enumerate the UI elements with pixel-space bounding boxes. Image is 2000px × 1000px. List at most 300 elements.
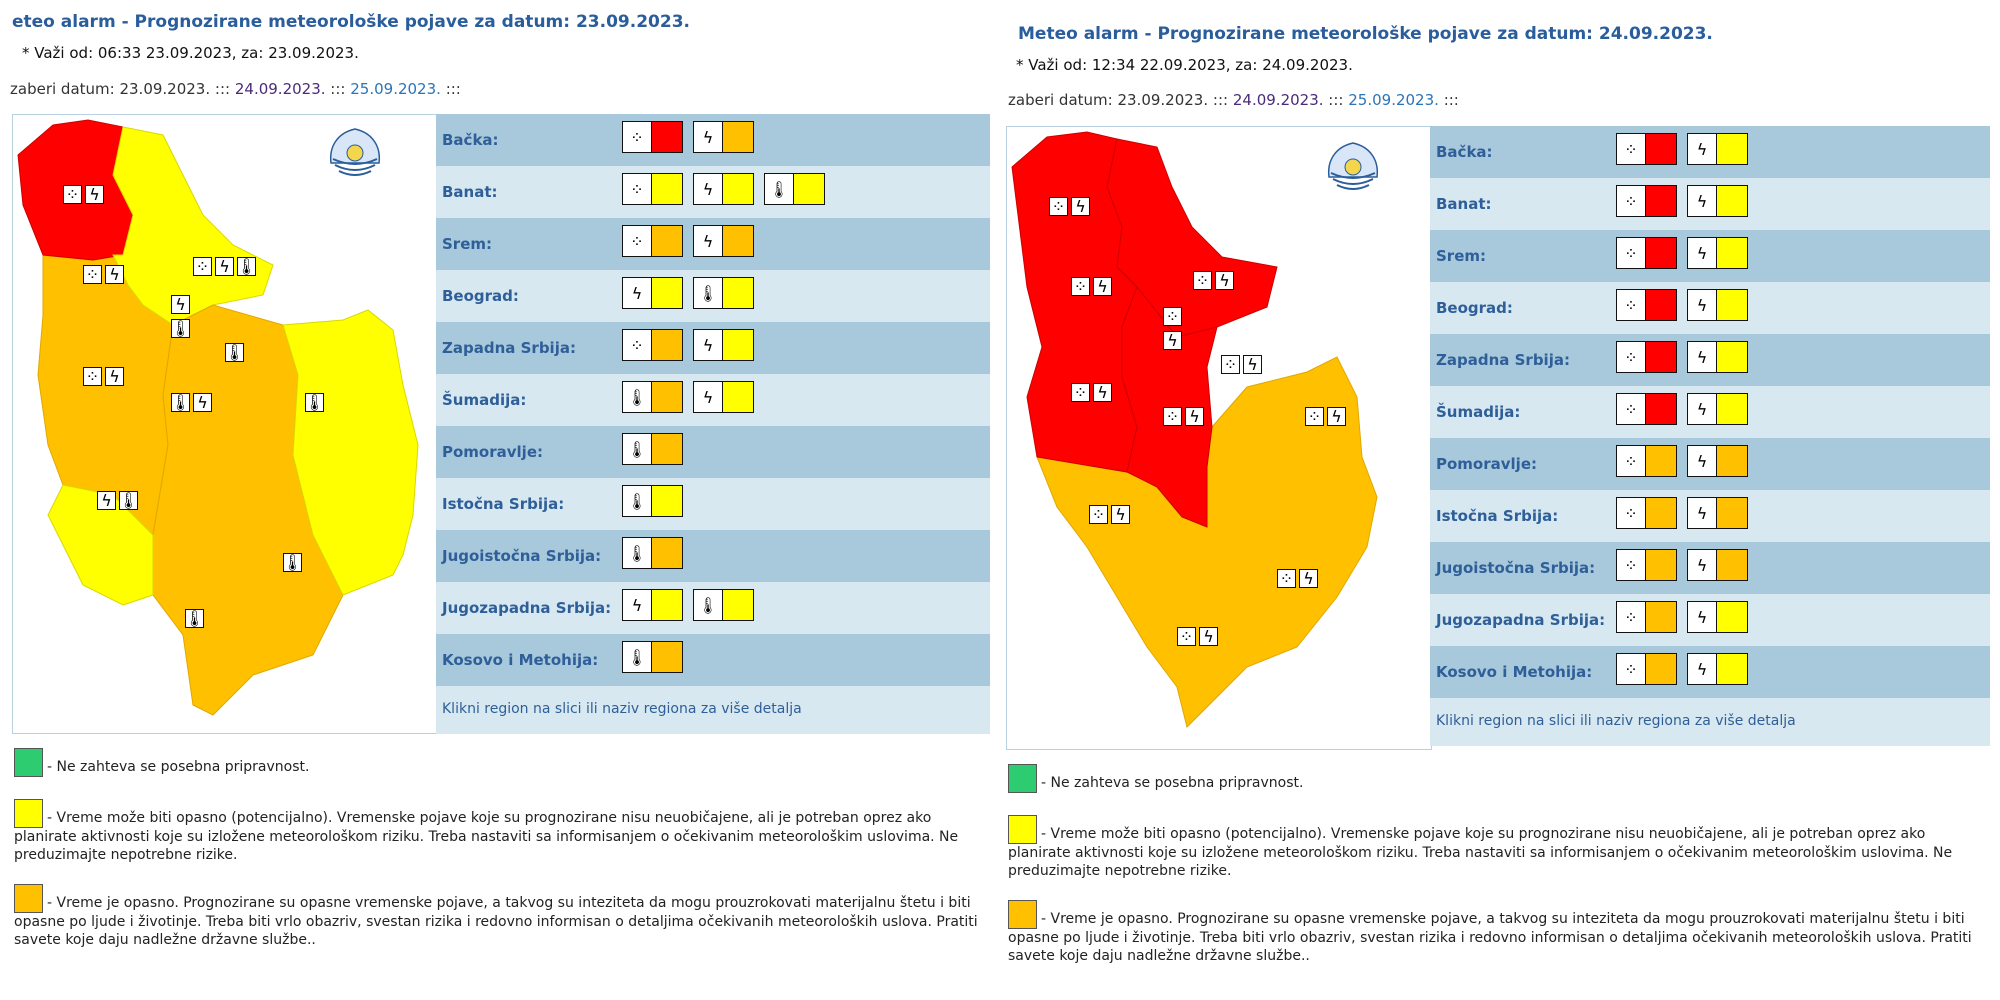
region-row[interactable] — [436, 582, 990, 634]
date-link-24[interactable]: 24.09.2023. — [1232, 91, 1324, 109]
map-region-banat[interactable] — [113, 127, 273, 325]
legend — [1008, 764, 1988, 985]
warning-badge — [1616, 133, 1677, 165]
thunder-icon: ϟ — [1688, 498, 1717, 528]
warning-level-swatch — [652, 590, 682, 620]
map-icon-group — [283, 553, 305, 572]
region-table — [1430, 126, 1990, 746]
rain-icon: ⁘ — [1221, 355, 1240, 374]
thunder-icon: ϟ — [1199, 627, 1218, 646]
rain-icon: ⁘ — [1617, 238, 1646, 268]
warning-level-swatch — [1717, 134, 1747, 164]
map-icon-group — [1049, 197, 1093, 216]
warning-badge — [1687, 289, 1748, 321]
warning-badge — [1616, 497, 1677, 529]
warning-badge — [1616, 341, 1677, 373]
region-row[interactable] — [436, 426, 990, 478]
rain-icon: ⁘ — [1277, 569, 1296, 588]
region-row[interactable] — [1430, 126, 1990, 178]
thunder-icon: ϟ — [623, 278, 652, 308]
warning-badges — [622, 277, 764, 309]
rain-icon: ⁘ — [1089, 505, 1108, 524]
rain-icon: ⁘ — [63, 185, 82, 204]
date-link-23[interactable]: 23.09.2023. — [119, 80, 211, 98]
rain-icon: ⁘ — [1305, 407, 1324, 426]
heat-icon: 🌡 — [224, 343, 245, 362]
map-icon-group — [171, 393, 215, 412]
warning-badge — [1616, 185, 1677, 217]
warning-level-swatch — [723, 330, 753, 360]
rain-icon: ⁘ — [83, 265, 102, 284]
thunder-icon: ϟ — [1688, 342, 1717, 372]
warning-badges — [622, 589, 764, 621]
thunder-icon: ϟ — [1071, 197, 1090, 216]
warning-level-swatch — [1646, 498, 1676, 528]
thunder-icon: ϟ — [1163, 331, 1182, 350]
heat-icon: 🌡 — [236, 257, 257, 276]
heat-icon: 🌡 — [282, 553, 303, 572]
date-link-25[interactable]: 25.09.2023. — [350, 80, 441, 98]
heat-icon: 🌡 — [184, 609, 205, 628]
warning-badge — [1687, 653, 1748, 685]
warning-level-swatch — [652, 486, 682, 516]
warning-badge — [693, 589, 754, 621]
region-name-link[interactable]: Istočna Srbija: — [1436, 507, 1559, 525]
region-name-link[interactable]: Bačka: — [442, 131, 499, 149]
heat-icon: 🌡 — [118, 491, 139, 510]
rain-icon: ⁘ — [623, 330, 652, 360]
warning-level-swatch — [1717, 602, 1747, 632]
rain-icon: ⁘ — [1617, 498, 1646, 528]
region-map — [1006, 126, 1432, 750]
warning-badge — [622, 381, 683, 413]
warning-badge — [1687, 445, 1748, 477]
thunder-icon: ϟ — [694, 226, 723, 256]
warning-level-swatch — [723, 590, 753, 620]
warning-level-swatch — [1646, 342, 1676, 372]
map-icon-group — [1193, 271, 1237, 290]
warning-badge — [622, 173, 683, 205]
rain-icon: ⁘ — [623, 174, 652, 204]
map-icon-group — [1221, 355, 1265, 374]
map-icon-group — [1163, 407, 1207, 426]
warning-level-swatch — [1717, 394, 1747, 424]
heat-icon: 🌡 — [623, 538, 652, 568]
legend-item — [14, 748, 994, 777]
warning-badges — [622, 485, 693, 517]
region-row[interactable] — [1430, 594, 1990, 646]
footnote-row — [436, 686, 990, 734]
warning-badge — [1616, 237, 1677, 269]
rain-icon: ⁘ — [1617, 186, 1646, 216]
legend-text: - Ne zahteva se posebna pripravnost. — [1041, 775, 1304, 791]
map-icon-group — [185, 609, 207, 628]
region-name-link[interactable]: Kosovo i Metohija: — [442, 651, 599, 669]
thunder-icon: ϟ — [694, 382, 723, 412]
warning-level-swatch — [1717, 290, 1747, 320]
region-row[interactable] — [436, 270, 990, 322]
map-icon-group — [1305, 407, 1349, 426]
thunder-icon: ϟ — [97, 491, 116, 510]
warning-level-swatch — [1646, 654, 1676, 684]
map-icon-group — [97, 491, 141, 510]
warning-badge — [622, 433, 683, 465]
warning-level-swatch — [1646, 550, 1676, 580]
map-icon-group — [83, 265, 127, 284]
date-selector — [10, 80, 461, 98]
thunder-icon: ϟ — [1243, 355, 1262, 374]
thunder-icon: ϟ — [1688, 446, 1717, 476]
warning-badge — [622, 537, 683, 569]
warning-badges — [1616, 133, 1758, 165]
legend-swatch — [1008, 900, 1037, 929]
warning-badge — [1687, 549, 1748, 581]
region-name-link[interactable]: Šumadija: — [442, 391, 527, 409]
legend-text: - Vreme može biti opasno (potencijalno). Vremenske pojave koje su prognozirane nisu neuobičajene, ali je potreban oprez ako planirate aktivnosti koje su izložene meteorološkom riziku. Treba nastaviti sa informisanjem o očekivanim meteorološkim uslovima. Ne preduzimajte nepotrebne rizike. — [1008, 826, 1953, 879]
warning-level-swatch — [723, 122, 753, 152]
region-row[interactable] — [1430, 230, 1990, 282]
legend-item — [1008, 764, 1988, 793]
region-name-link[interactable]: Bačka: — [1436, 143, 1493, 161]
region-name-link[interactable]: Jugozapadna Srbija: — [1436, 611, 1606, 629]
rain-icon: ⁘ — [623, 122, 652, 152]
warning-level-swatch — [652, 382, 682, 412]
warning-badge — [622, 277, 683, 309]
warning-badge — [1616, 445, 1677, 477]
warning-badge — [622, 641, 683, 673]
legend-swatch — [14, 748, 43, 777]
warning-level-swatch — [652, 642, 682, 672]
thunder-icon: ϟ — [694, 330, 723, 360]
date-separator: ::: — [445, 80, 461, 98]
legend-swatch — [1008, 764, 1037, 793]
warning-level-swatch — [1646, 186, 1676, 216]
warning-badge — [1687, 237, 1748, 269]
map-icon-group — [225, 343, 247, 362]
warning-badges — [1616, 289, 1758, 321]
warning-level-swatch — [1646, 238, 1676, 268]
thunder-icon: ϟ — [1093, 383, 1112, 402]
warning-badges — [1616, 445, 1758, 477]
date-link-24[interactable]: 24.09.2023. — [234, 80, 326, 98]
map-icon-group — [1177, 627, 1221, 646]
thunder-icon: ϟ — [1093, 277, 1112, 296]
thunder-icon: ϟ — [1688, 654, 1717, 684]
warning-badges — [1616, 185, 1758, 217]
thunder-icon: ϟ — [1688, 186, 1717, 216]
region-row[interactable] — [436, 114, 990, 166]
map-icon-group — [1163, 307, 1185, 326]
warning-badge — [1687, 185, 1748, 217]
region-name-link[interactable]: Zapadna Srbija: — [442, 339, 576, 357]
thunder-icon: ϟ — [1111, 505, 1130, 524]
thunder-icon: ϟ — [193, 393, 212, 412]
date-separator: ::: — [1443, 91, 1459, 109]
warning-badge — [1687, 601, 1748, 633]
map-icon-group — [63, 185, 107, 204]
date-link-25[interactable]: 25.09.2023. — [1348, 91, 1439, 109]
warning-level-swatch — [1646, 446, 1676, 476]
warning-badge — [693, 329, 754, 361]
rain-icon: ⁘ — [1163, 307, 1182, 326]
warning-badges — [1616, 601, 1758, 633]
thunder-icon: ϟ — [1215, 271, 1234, 290]
warning-level-swatch — [1717, 498, 1747, 528]
map-icon-group — [1163, 331, 1185, 350]
warning-level-swatch — [1646, 290, 1676, 320]
warning-badge — [1616, 653, 1677, 685]
heat-icon: 🌡 — [623, 382, 652, 412]
region-name-link[interactable]: Jugozapadna Srbija: — [442, 599, 612, 617]
map-icon-group — [305, 393, 327, 412]
region-row[interactable] — [1430, 386, 1990, 438]
heat-icon: 🌡 — [694, 278, 723, 308]
region-row[interactable] — [1430, 646, 1990, 698]
region-row[interactable] — [1430, 178, 1990, 230]
legend — [14, 748, 994, 969]
rain-icon: ⁘ — [1049, 197, 1068, 216]
legend-swatch — [14, 799, 43, 828]
date-link-23[interactable]: 23.09.2023. — [1117, 91, 1209, 109]
region-row[interactable] — [1430, 438, 1990, 490]
warning-badge — [622, 225, 683, 257]
region-name-link[interactable]: Srem: — [442, 235, 493, 253]
heat-icon: 🌡 — [623, 642, 652, 672]
region-row[interactable] — [1430, 542, 1990, 594]
thunder-icon: ϟ — [623, 590, 652, 620]
region-name-link[interactable]: Banat: — [442, 183, 498, 201]
region-name-link[interactable]: Istočna Srbija: — [442, 495, 565, 513]
region-row[interactable] — [1430, 282, 1990, 334]
thunder-icon: ϟ — [694, 174, 723, 204]
warning-level-swatch — [1646, 134, 1676, 164]
map-icon-group — [1089, 505, 1133, 524]
legend-text: - Vreme može biti opasno (potencijalno). Vremenske pojave koje su prognozirane nisu neuobičajene, ali je potreban oprez ako planirate aktivnosti koje su izložene meteorološkom riziku. Treba nastaviti sa informisanjem o očekivanim meteorološkim uslovima. Ne preduzimajte nepotrebne rizike. — [14, 810, 959, 863]
warning-level-swatch — [1717, 186, 1747, 216]
warning-badge — [764, 173, 825, 205]
thunder-icon: ϟ — [694, 122, 723, 152]
thunder-icon: ϟ — [1688, 238, 1717, 268]
map-icon-group — [171, 295, 193, 314]
region-row[interactable] — [436, 166, 990, 218]
map-icon-group — [1071, 277, 1115, 296]
rain-icon: ⁘ — [1163, 407, 1182, 426]
warning-badges — [1616, 237, 1758, 269]
rain-icon: ⁘ — [1617, 550, 1646, 580]
region-map — [12, 114, 438, 734]
rain-icon: ⁘ — [193, 257, 212, 276]
rain-icon: ⁘ — [1177, 627, 1196, 646]
warning-badge — [622, 589, 683, 621]
rain-icon: ⁘ — [1071, 277, 1090, 296]
warning-level-swatch — [1646, 602, 1676, 632]
warning-badge — [1687, 133, 1748, 165]
heat-icon: 🌡 — [170, 393, 191, 412]
legend-text: - Vreme je opasno. Prognozirane su opasne vremenske pojave, a takvog su inteziteta da mogu prouzrokovati materijalnu štetu i biti opasne po ljude i životinje. Treba biti vrlo obazriv, svestan rizika i redovno informisan o detaljima očekivanih meteoroloških uslova. Pratiti savete koje daju nadležne državne službe.. — [1008, 911, 1972, 964]
legend-swatch — [14, 884, 43, 913]
heat-icon: 🌡 — [170, 319, 191, 338]
thunder-icon: ϟ — [1688, 394, 1717, 424]
warning-badges — [622, 173, 835, 205]
thunder-icon: ϟ — [105, 367, 124, 386]
thunder-icon: ϟ — [215, 257, 234, 276]
map-icon-group — [193, 257, 259, 276]
warning-badge — [693, 173, 754, 205]
region-row[interactable] — [436, 530, 990, 582]
warning-badge — [1687, 393, 1748, 425]
date-separator: ::: — [214, 80, 231, 98]
rain-icon: ⁘ — [1617, 134, 1646, 164]
region-row[interactable] — [436, 634, 990, 686]
warning-badge — [622, 121, 683, 153]
rain-icon: ⁘ — [1071, 383, 1090, 402]
warning-badges — [1616, 653, 1758, 685]
warning-badge — [622, 485, 683, 517]
region-row[interactable] — [1430, 490, 1990, 542]
warning-badges — [622, 121, 764, 153]
warning-badge — [1616, 289, 1677, 321]
rain-icon: ⁘ — [1193, 271, 1212, 290]
region-name-link[interactable]: Pomoravlje: — [442, 443, 543, 461]
region-row[interactable] — [436, 374, 990, 426]
footnote-row — [1430, 698, 1990, 746]
warning-level-swatch — [723, 382, 753, 412]
region-name-link[interactable]: Zapadna Srbija: — [1436, 351, 1570, 369]
region-name-link[interactable]: Beograd: — [1436, 299, 1513, 317]
forecast-panel-right — [1000, 0, 2000, 1000]
warning-level-swatch — [652, 538, 682, 568]
legend-text: - Ne zahteva se posebna pripravnost. — [47, 759, 310, 775]
warning-badge — [1687, 341, 1748, 373]
warning-badges — [622, 537, 693, 569]
warning-level-swatch — [652, 434, 682, 464]
date-selector-label: zaberi datum: — [10, 80, 115, 98]
region-name-link[interactable]: Jugoistočna Srbija: — [1436, 559, 1596, 577]
region-name-link[interactable]: Šumadija: — [1436, 403, 1521, 421]
thunder-icon: ϟ — [1299, 569, 1318, 588]
page-title: Meteo alarm - Prognozirane meteorološke pojave za datum: 24.09.2023. — [1018, 24, 1713, 44]
warning-badges — [622, 433, 693, 465]
warning-badge — [693, 277, 754, 309]
warning-badge — [1616, 549, 1677, 581]
warning-level-swatch — [652, 174, 682, 204]
warning-badges — [622, 225, 764, 257]
heat-icon: 🌡 — [694, 590, 723, 620]
warning-badges — [622, 641, 693, 673]
thunder-icon: ϟ — [85, 185, 104, 204]
thunder-icon: ϟ — [105, 265, 124, 284]
warning-badges — [622, 381, 764, 413]
warning-level-swatch — [652, 226, 682, 256]
map-hint-link[interactable]: Klikni region na slici ili naziv regiona za više detalja — [442, 701, 802, 717]
thunder-icon: ϟ — [171, 295, 190, 314]
thunder-icon: ϟ — [1688, 550, 1717, 580]
warning-level-swatch — [1717, 446, 1747, 476]
map-hint-link[interactable]: Klikni region na slici ili naziv regiona za više detalja — [1436, 713, 1796, 729]
validity-text: * Važi od: 12:34 22.09.2023, za: 24.09.2023. — [1016, 56, 1353, 74]
warning-badges — [1616, 341, 1758, 373]
legend-item — [14, 884, 994, 949]
thunder-icon: ϟ — [1185, 407, 1204, 426]
region-row[interactable] — [1430, 334, 1990, 386]
heat-icon: 🌡 — [765, 174, 794, 204]
region-name-link[interactable]: Beograd: — [442, 287, 519, 305]
rain-icon: ⁘ — [1617, 394, 1646, 424]
warning-badges — [622, 329, 764, 361]
region-name-link[interactable]: Banat: — [1436, 195, 1492, 213]
warning-level-swatch — [723, 174, 753, 204]
rain-icon: ⁘ — [1617, 290, 1646, 320]
page-title: eteo alarm - Prognozirane meteorološke pojave za datum: 23.09.2023. — [12, 12, 690, 32]
region-name-link[interactable]: Srem: — [1436, 247, 1487, 265]
warning-badges — [1616, 497, 1758, 529]
rain-icon: ⁘ — [1617, 654, 1646, 684]
warning-badge — [693, 121, 754, 153]
rain-icon: ⁘ — [1617, 602, 1646, 632]
warning-level-swatch — [1717, 654, 1747, 684]
date-selector — [1008, 91, 1459, 109]
warning-level-swatch — [1646, 394, 1676, 424]
thunder-icon: ϟ — [1688, 290, 1717, 320]
warning-badge — [1616, 393, 1677, 425]
warning-level-swatch — [652, 122, 682, 152]
rain-icon: ⁘ — [83, 367, 102, 386]
rain-icon: ⁘ — [1617, 342, 1646, 372]
thunder-icon: ϟ — [1688, 602, 1717, 632]
warning-level-swatch — [1717, 342, 1747, 372]
legend-text: - Vreme je opasno. Prognozirane su opasne vremenske pojave, a takvog su inteziteta da mogu prouzrokovati materijalnu štetu i biti opasne po ljude i životinje. Treba biti vrlo obazriv, svestan rizika i redovno informisan o detaljima očekivanih meteoroloških uslova. Pratiti savete koje daju nadležne državne službe.. — [14, 895, 978, 948]
warning-level-swatch — [723, 278, 753, 308]
warning-badge — [1687, 497, 1748, 529]
date-selector-label: zaberi datum: — [1008, 91, 1113, 109]
warning-badges — [1616, 393, 1758, 425]
region-table — [436, 114, 990, 734]
legend-item — [1008, 900, 1988, 965]
date-separator: ::: — [1328, 91, 1344, 109]
rain-icon: ⁘ — [1617, 446, 1646, 476]
region-row[interactable] — [436, 218, 990, 270]
region-row[interactable] — [436, 478, 990, 530]
thunder-icon: ϟ — [1327, 407, 1346, 426]
date-separator: ::: — [1212, 91, 1229, 109]
map-icon-group — [171, 319, 193, 338]
region-name-link[interactable]: Kosovo i Metohija: — [1436, 663, 1593, 681]
legend-swatch — [1008, 815, 1037, 844]
warning-level-swatch — [1717, 550, 1747, 580]
map-icon-group — [1071, 383, 1115, 402]
legend-item — [1008, 815, 1988, 880]
warning-level-swatch — [794, 174, 824, 204]
map-icon-group — [1277, 569, 1321, 588]
warning-level-swatch — [652, 330, 682, 360]
region-row[interactable] — [436, 322, 990, 374]
date-separator: ::: — [330, 80, 346, 98]
warning-badge — [693, 381, 754, 413]
heat-icon: 🌡 — [623, 434, 652, 464]
warning-level-swatch — [723, 226, 753, 256]
warning-badge — [693, 225, 754, 257]
legend-item — [14, 799, 994, 864]
heat-icon: 🌡 — [623, 486, 652, 516]
warning-badges — [1616, 549, 1758, 581]
region-name-link[interactable]: Pomoravlje: — [1436, 455, 1537, 473]
validity-text: * Važi od: 06:33 23.09.2023, za: 23.09.2023. — [22, 44, 359, 62]
warning-level-swatch — [1717, 238, 1747, 268]
rain-icon: ⁘ — [623, 226, 652, 256]
warning-level-swatch — [652, 278, 682, 308]
warning-badge — [1616, 601, 1677, 633]
region-name-link[interactable]: Jugoistočna Srbija: — [442, 547, 602, 565]
